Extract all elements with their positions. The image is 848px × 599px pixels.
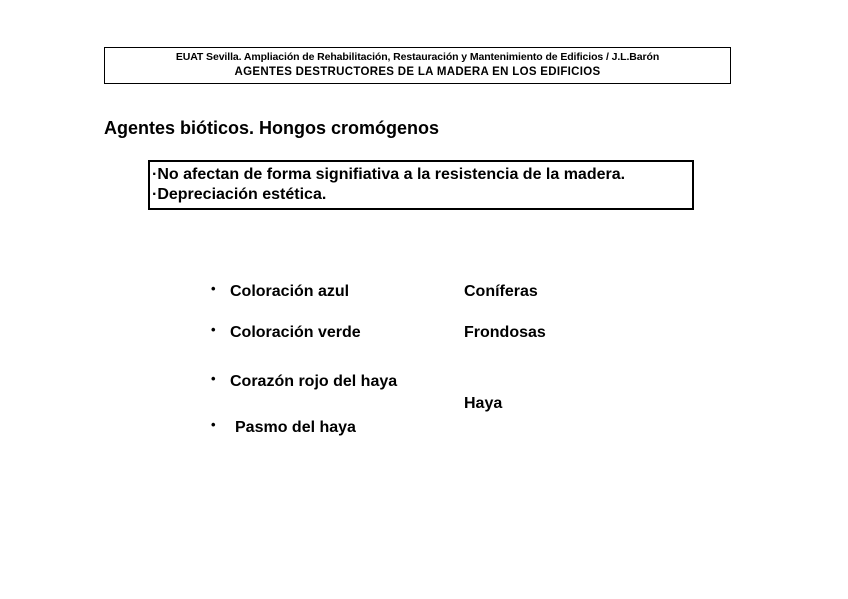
wood-type-label: Haya — [464, 395, 503, 412]
item-label: Coloración azul — [230, 283, 350, 300]
header-box — [104, 47, 731, 84]
wood-type-label: Coníferas — [464, 283, 538, 300]
header-institution: EUAT Sevilla. Ampliación de Rehabilitación, Restauración y Mantenimiento de Edificios / J.L.Barón — [175, 51, 660, 63]
slide-title: Agentes bióticos. Hongos cromógenos — [104, 118, 440, 138]
wood-type-label: Frondosas — [464, 324, 546, 341]
item-label: Coloración verde — [230, 324, 361, 341]
note-line: ·Depreciación estética. — [152, 186, 327, 203]
header-topic: AGENTES DESTRUCTORES DE LA MADERA EN LOS EDIFICIOS — [234, 66, 601, 78]
bullet-icon: • — [211, 371, 216, 386]
bullet-icon: • — [211, 322, 216, 337]
item-label: Corazón rojo del haya — [230, 373, 398, 390]
notes-box — [148, 160, 694, 210]
bullet-icon: • — [211, 417, 216, 432]
item-label: Pasmo del haya — [235, 419, 356, 436]
bullet-icon: • — [211, 281, 216, 296]
note-line: ·No afectan de forma signifiativa a la resistencia de la madera. — [152, 166, 626, 183]
